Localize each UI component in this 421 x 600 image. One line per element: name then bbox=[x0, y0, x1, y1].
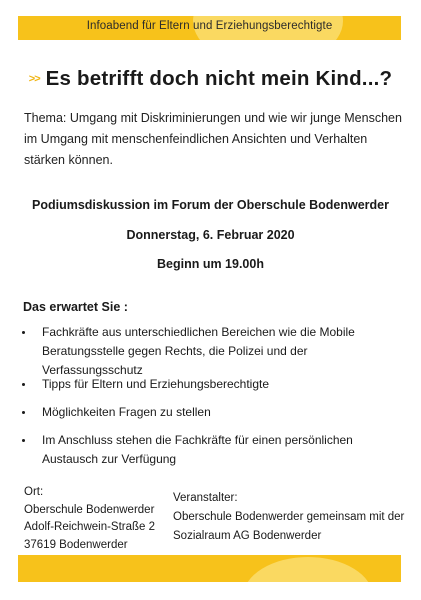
organizer-label: Veranstalter: bbox=[173, 492, 238, 504]
topic-paragraph: Thema: Umgang mit Diskriminierungen und wie wir junge Menschen im Umgang mit menschenfeindlichen Ansichten und Verhalten stärken können. bbox=[24, 111, 402, 167]
event-time: Beginn um 19.00h bbox=[157, 257, 264, 271]
location-label: Ort: bbox=[24, 486, 44, 498]
bullet-icon bbox=[22, 383, 25, 386]
location-block bbox=[24, 484, 155, 554]
footer-band-glow bbox=[243, 557, 373, 582]
flyer-title-text: Es betrifft doch nicht mein Kind...? bbox=[45, 67, 393, 90]
header-band bbox=[18, 16, 401, 40]
event-title: Podiumsdiskussion im Forum der Oberschule Bodenwerder bbox=[31, 198, 390, 212]
footer-band bbox=[18, 555, 401, 582]
organizer-block bbox=[173, 489, 413, 546]
location-city: 37619 Bodenwerder bbox=[24, 538, 128, 551]
bullet-icon bbox=[22, 331, 25, 334]
organizer-text: Oberschule Bodenwerder gemeinsam mit der Sozialraum AG Bodenwerder bbox=[173, 511, 405, 542]
list-item-text: Tipps für Eltern und Erziehungsberechtigte bbox=[42, 377, 270, 391]
bullet-icon bbox=[22, 411, 25, 414]
location-street: Adolf-Reichwein-Straße 2 bbox=[24, 521, 156, 533]
flyer-title bbox=[0, 67, 421, 91]
list-item-text: Möglichkeiten Fragen zu stellen bbox=[42, 405, 211, 419]
expectations-heading: Das erwartet Sie : bbox=[23, 300, 128, 314]
bullet-icon bbox=[22, 439, 25, 442]
double-arrow-icon: >> bbox=[28, 73, 40, 85]
list-item-text: Im Anschluss stehen die Fachkräfte für einen persönlichen Austausch zur Verfügung bbox=[42, 433, 353, 466]
header-band-label: Infoabend für Eltern und Erziehungsberechtigte bbox=[86, 20, 333, 32]
list-item-text: Fachkräfte aus unterschiedlichen Bereichen wie die Mobile Beratungsstelle gegen Rechts, die Polizei und der Verfassungsschutz bbox=[42, 325, 355, 377]
event-date: Donnerstag, 6. Februar 2020 bbox=[126, 228, 295, 242]
location-name: Oberschule Bodenwerder bbox=[24, 503, 155, 516]
